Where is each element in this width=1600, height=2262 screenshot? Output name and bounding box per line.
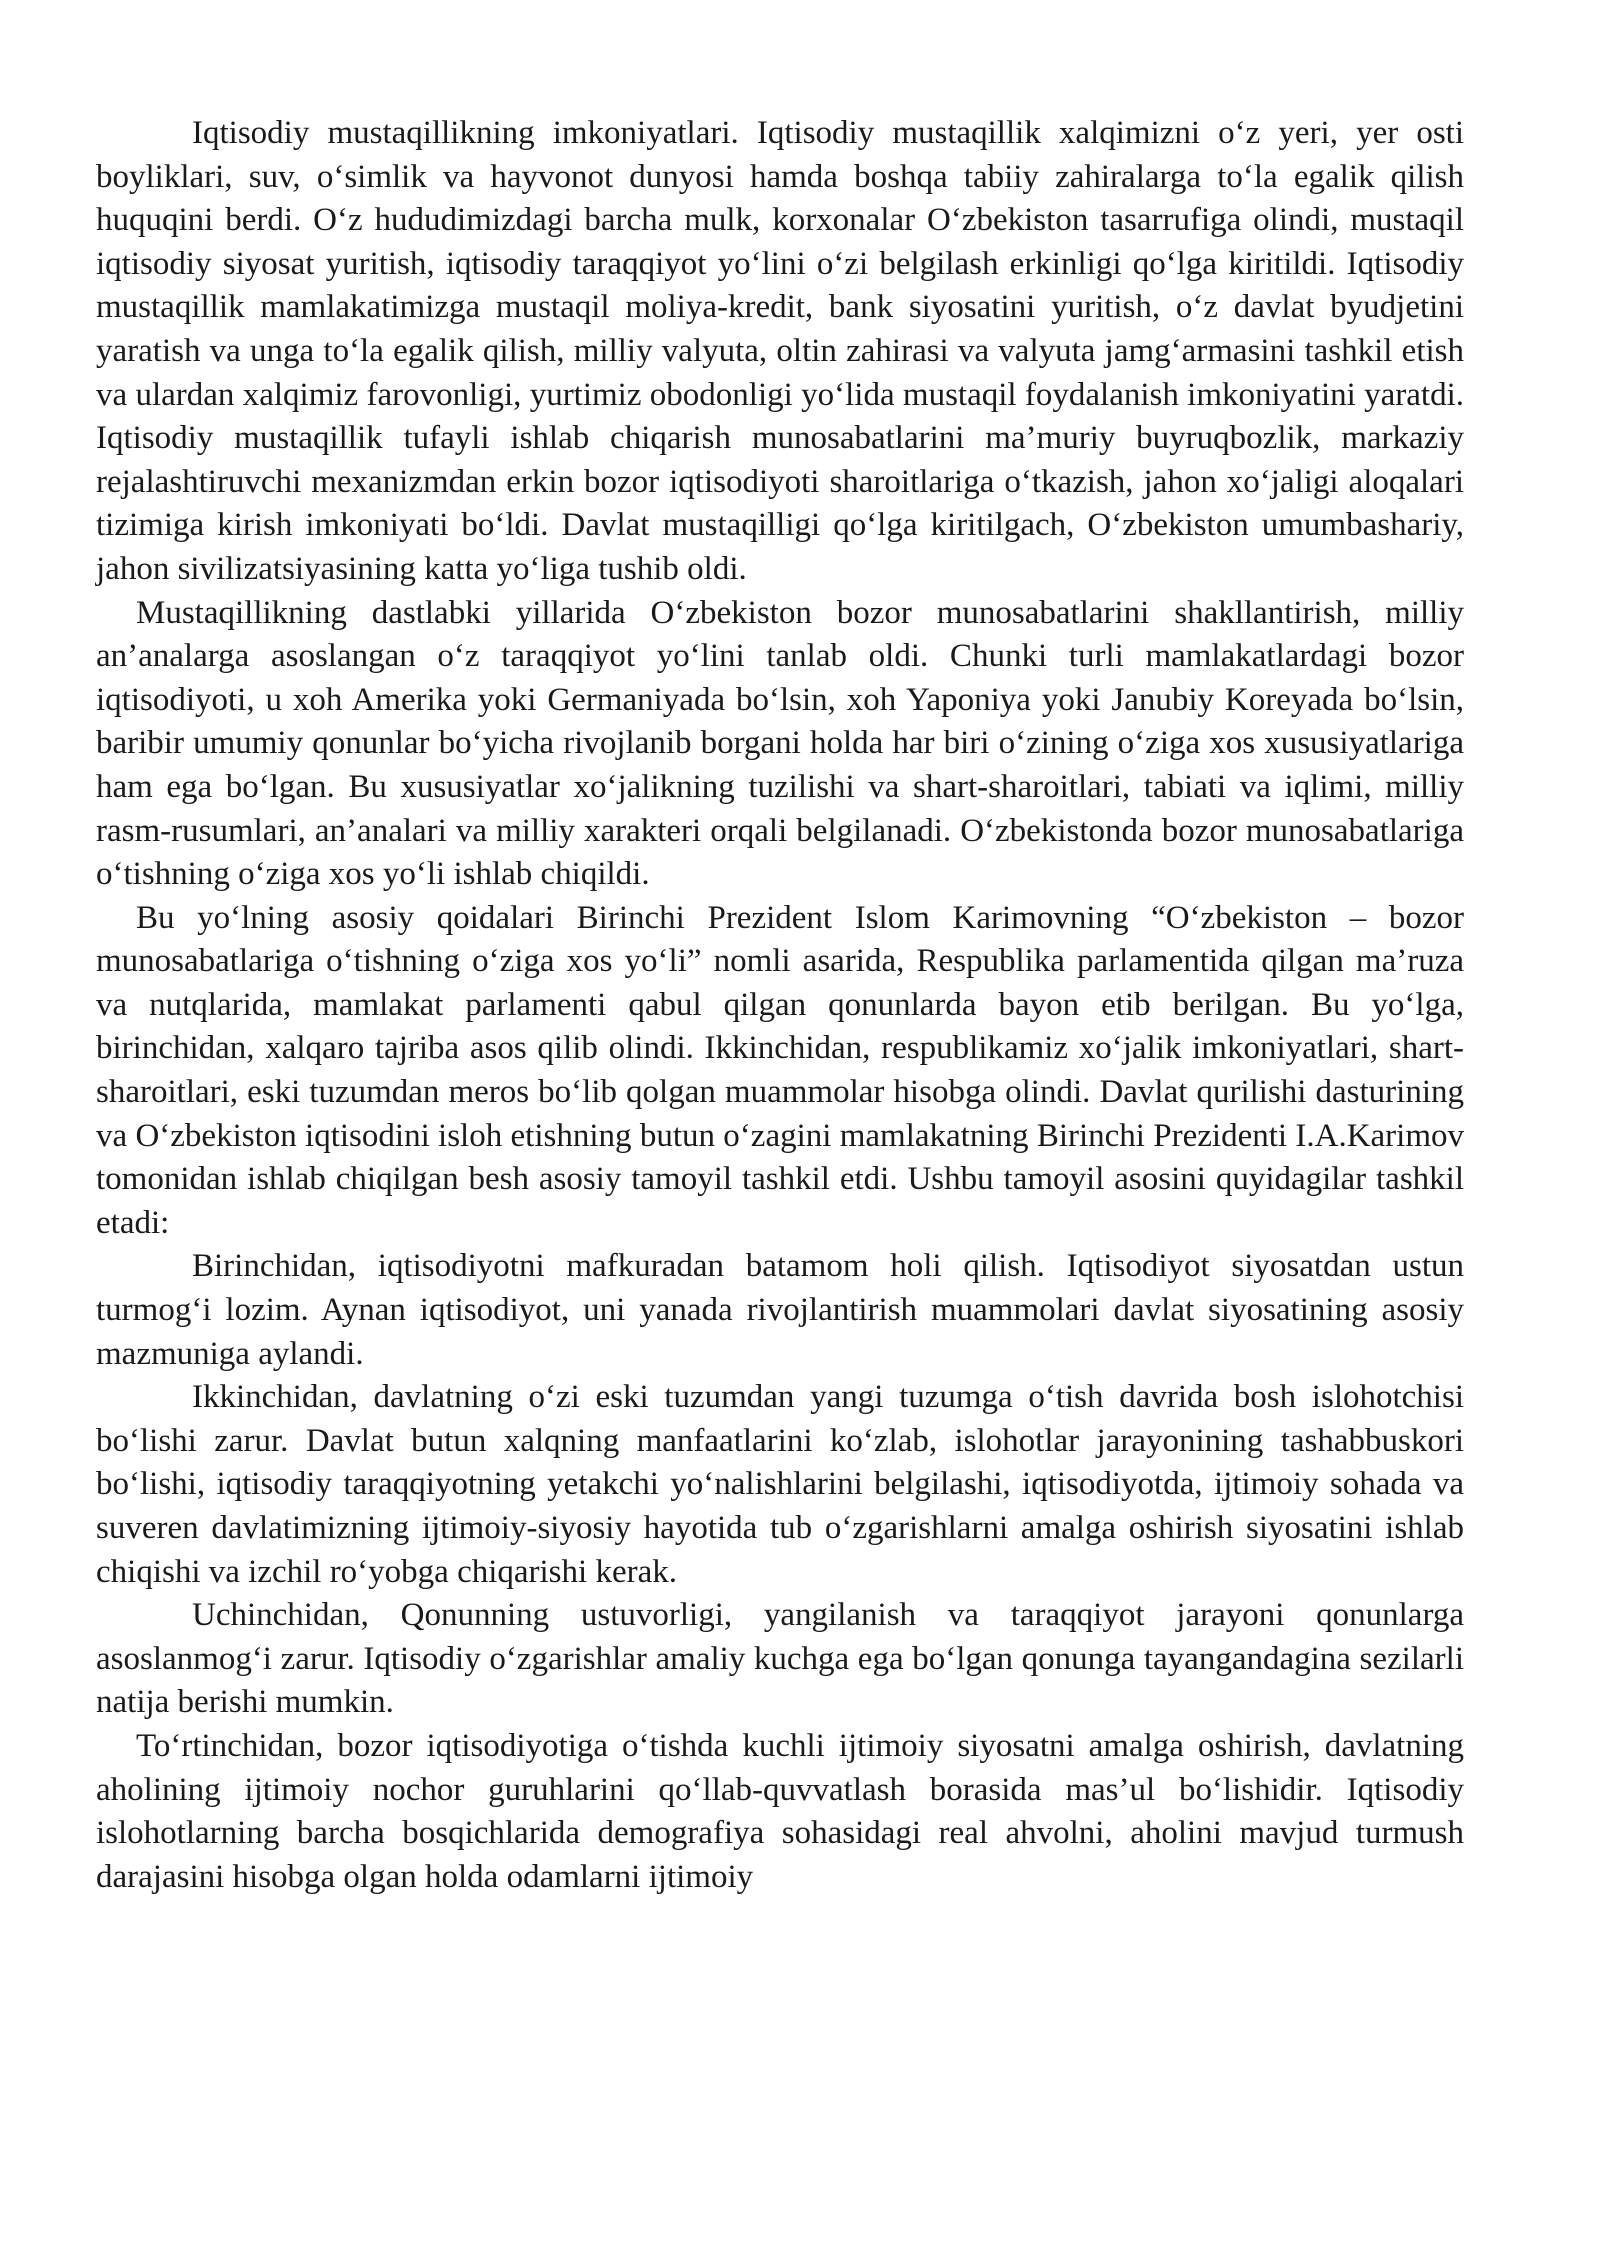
paragraph-second-principle: Ikkinchidan, davlatning o‘zi eski tuzumdan yangi tuzumga o‘tish davrida bosh islohotchisi bo‘lishi zarur. Davlat butun xalqning manfaatlarini ko‘zlab, islohotlar jarayonining tashabbuskori bo‘lishi, iqtisodiy taraqqiyotning yetakchi yo‘nalishlarini belgilashi, iqtisodiyotda, ijtimoiy sohada va suveren davlatimizning ijtimoiy-siyosiy hayotida tub o‘zgarishlarni amalga oshirish siyosatini ishlab chiqishi va izchil ro‘yobga chiqarishi kerak. (96, 1379, 1464, 1590)
paragraph-first-principle: Birinchidan, iqtisodiyotni mafkuradan batamom holi qilish. Iqtisodiyot siyosatdan ustun turmog‘i lozim. Aynan iqtisodiyot, uni yanada rivojlantirish muammolari davlat siyosatining asosiy mazmuniga aylandi. (96, 1248, 1464, 1372)
paragraph-main-principles: Bu yo‘lning asosiy qoidalari Birinchi Prezident Islom Karimovning “O‘zbekiston – bozor munosabatlariga o‘tishning o‘ziga xos yo‘li” nomli asarida, Respublika parlamentida qilgan ma’ruza va nutqlarida, mamlakat parlamenti qabul qilgan qonunlarda bayon etib berilgan. Bu yo‘lga, birinchidan, xalqaro tajriba asos qilib olindi. Ikkinchidan, respublikamiz xo‘jalik imkoniyatlari, shart-sharoitlari, eski tuzumdan meros bo‘lib qolgan muammolar hisobga olindi. Davlat qurilishi dasturining va O‘zbekiston iqtisodini isloh etishning butun o‘zagini mamlakatning Birinchi Prezidenti I.A.Karimov tomonidan ishlab chiqilgan besh asosiy tamoyil tashkil etdi. Ushbu tamoyil asosini quyidagilar tashkil etadi: (96, 899, 1464, 1241)
paragraph-fourth-principle: To‘rtinchidan, bozor iqtisodiyotiga o‘tishda kuchli ijtimoiy siyosatni amalga oshirish, davlatning aholining ijtimoiy nochor guruhlarini qo‘llab-quvvatlash borasida mas’ul bo‘lishidir. Iqtisodiy islohotlarning barcha bosqichlarida demografiya sohasidagi real ahvolni, aholini mavjud turmush darajasini hisobga olgan holda odamlarni ijtimoiy (96, 1727, 1464, 1895)
document-page (96, 112, 1464, 1899)
paragraph-economic-independence: Iqtisodiy mustaqillikning imkoniyatlari. Iqtisodiy mustaqillik xalqimizni o‘z yeri, yer osti boyliklari, suv, o‘simlik va hayvonot dunyosi hamda boshqa tabiiy zahiralarga to‘la egalik qilish huquqini berdi. O‘z hududimizdagi barcha mulk, korxonalar O‘zbekiston tasarrufiga olindi, mustaqil iqtisodiy siyosat yuritish, iqtisodiy taraqqiyot yo‘lini o‘zi belgilash erkinligi qo‘lga kiritildi. Iqtisodiy mustaqillik mamlakatimizga mustaqil moliya-kredit, bank siyosatini yuritish, o‘z davlat byudjetini yaratish va unga to‘la egalik qilish, milliy valyuta, oltin zahirasi va valyuta jamg‘armasini tashkil etish va ulardan xalqimiz farovonligi, yurtimiz obodonligi yo‘lida mustaqil foydalanish imkoniyatini yaratdi. Iqtisodiy mustaqillik tufayli ishlab chiqarish munosabatlarini ma’muriy buyruqbozlik, markaziy rejalashtiruvchi mexanizmdan erkin bozor iqtisodiyoti sharoitlariga o‘tkazish, jahon xo‘jaligi aloqalari tizimiga kirish imkoniyati bo‘ldi. Davlat mustaqilligi qo‘lga kiritilgach, O‘zbekiston umumbashariy, jahon sivilizatsiyasining katta yo‘liga tushib oldi. (96, 115, 1464, 587)
paragraph-third-principle: Uchinchidan, Qonunning ustuvorligi, yangilanish va taraqqiyot jarayoni qonunlarga asoslanmog‘i zarur. Iqtisodiy o‘zgarishlar amaliy kuchga ega bo‘lgan qonunga tayangandagina sezilarli natija berishi mumkin. (96, 1597, 1464, 1721)
paragraph-early-years: Mustaqillikning dastlabki yillarida O‘zbekiston bozor munosabatlarini shakllantirish, milliy an’analarga asoslangan o‘z taraqqiyot yo‘lini tanlab oldi. Chunki turli mamlakatlardagi bozor iqtisodiyoti, u xoh Amerika yoki Germaniyada bo‘lsin, xoh Yaponiya yoki Janubiy Koreyada bo‘lsin, baribir umumiy qonunlar bo‘yicha rivojlanib borgani holda har biri o‘zining o‘ziga xos xususiyatlariga ham ega bo‘lgan. Bu xususiyatlar xo‘jalikning tuzilishi va shart-sharoitlari, tabiati va iqlimi, milliy rasm-rusumlari, an’analari va milliy xarakteri orqali belgilanadi. O‘zbekistonda bozor munosabatlariga o‘tishning o‘ziga xos yo‘li ishlab chiqildi. (96, 594, 1464, 893)
